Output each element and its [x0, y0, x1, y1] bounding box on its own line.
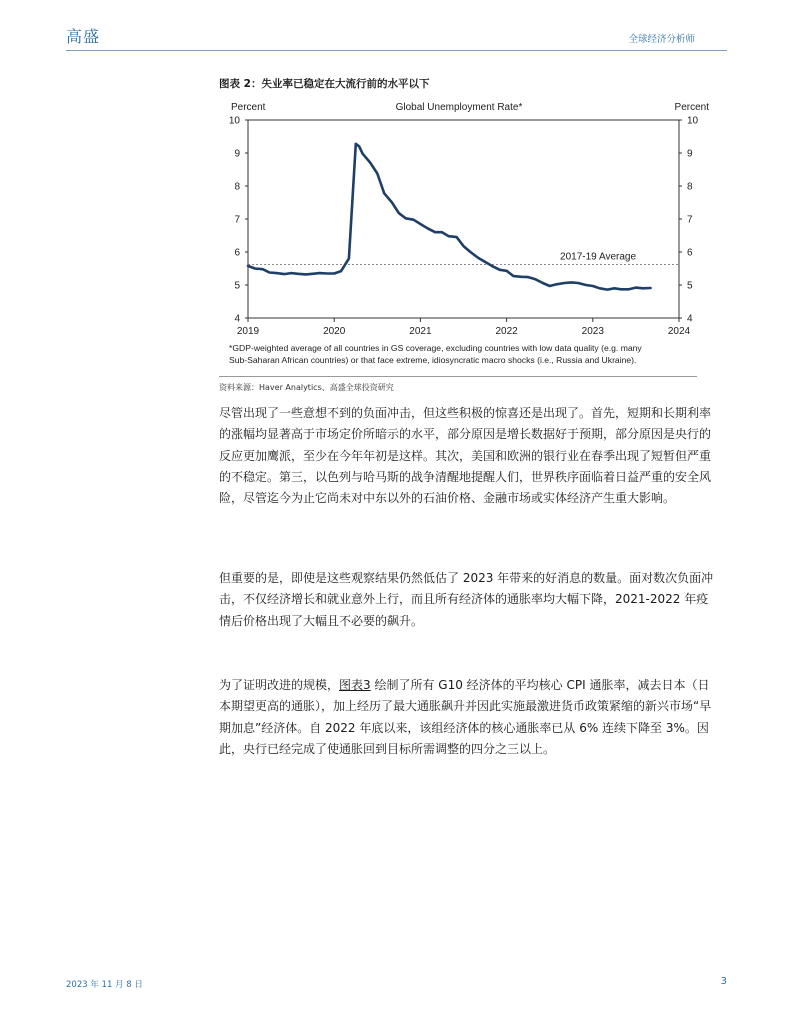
y-unit-right: Percent — [674, 102, 709, 113]
data-point — [577, 282, 579, 284]
data-point — [642, 287, 644, 289]
x-tick-label: 2021 — [409, 326, 432, 337]
brand-logo-text: 高盛 — [66, 27, 101, 46]
data-point — [413, 219, 415, 221]
data-point — [247, 265, 249, 267]
data-point — [276, 272, 278, 274]
data-point — [628, 288, 630, 290]
y-tick-label-left: 5 — [234, 280, 240, 292]
series-line-unemployment-rate — [248, 144, 651, 290]
x-tick-label: 2024 — [667, 326, 691, 337]
data-point — [305, 274, 307, 276]
data-point — [262, 268, 264, 270]
footer-date: 2023 年 11 月 8 日 — [66, 980, 143, 990]
data-point — [441, 231, 443, 233]
y-tick-label-left: 9 — [234, 148, 240, 160]
y-unit-left: Percent — [231, 102, 266, 113]
data-point — [391, 202, 393, 204]
x-tick-label: 2023 — [581, 326, 604, 337]
data-point — [340, 270, 342, 272]
y-tick-label-right: 5 — [687, 280, 693, 292]
data-point — [592, 285, 594, 287]
y-tick-label-left: 8 — [234, 181, 240, 193]
data-point — [434, 231, 436, 233]
body-paragraph-1: 尽管出现了一些意想不到的负面冲击，但这些积极的惊喜还是出现了。首先，短期和长期利率的涨幅均显著高于市场定价所暗示的水平，部分原因是增长数据好于预期，部分原因是央行的反应更加鹰派，至少在今年年初是这样。其次，美国和欧洲的银行业在春季出现了短暂但严重的不稳定。第三，以色列与哈马斯的战争清醒地提醒人们，世界秩序面临着日益严重的安全风险，尽管迄今为止它尚未对中东以外的石油价格、金融市场或实体经济产生重大影响。 — [219, 406, 712, 506]
y-tick-label-right: 4 — [687, 313, 693, 325]
data-point — [570, 282, 572, 284]
x-tick-label: 2019 — [236, 326, 260, 337]
data-point — [607, 289, 609, 291]
data-point — [470, 251, 472, 253]
data-point — [484, 261, 486, 263]
x-tick-label: 2020 — [323, 326, 346, 337]
source-note: 资料来源：Haver Analytics、高盛全球投资研究 — [219, 383, 394, 392]
body-paragraph-3 — [219, 675, 719, 760]
data-point — [556, 283, 558, 285]
para3-text-before: 为了证明改进的规模， — [219, 678, 340, 692]
source-divider — [219, 376, 697, 377]
x-tick-label: 2022 — [495, 326, 518, 337]
data-point — [599, 287, 601, 289]
data-point — [254, 268, 256, 270]
data-point — [520, 276, 522, 278]
data-point — [326, 273, 328, 275]
para3-text-after: 绘制了所有 G10 经济体的平均核心 CPI 通胀率，减去日本（日本期望更高的通胀），加上经历了最大通胀飙升并因此实施最激进货币政策紧缩的新兴市场“早期加息”经济体。自 2022 年底以来，该组经济体的核心通胀率已从 6% 连续下降至 3%。因此，央行已经完成了使通胀回到目标所需调整的四分之三以上。 — [219, 678, 712, 756]
data-point — [620, 288, 622, 290]
y-tick-label-left: 10 — [228, 115, 240, 127]
data-point — [405, 217, 407, 219]
exhibit-3-link[interactable]: 图表3 — [339, 678, 371, 692]
footnote-line-1: *GDP-weighted average of all countries in GS coverage, excluding countries with low data quality (e.g. many — [229, 343, 642, 353]
data-point — [269, 272, 271, 274]
data-point — [650, 287, 652, 289]
y-tick-label-right: 7 — [687, 214, 693, 226]
data-point — [398, 212, 400, 214]
data-point — [549, 285, 551, 287]
y-tick-label-left: 7 — [234, 214, 240, 226]
data-point — [527, 276, 529, 278]
data-point — [448, 235, 450, 237]
exhibit-title: 图表 2：失业率已稳定在大流行前的水平以下 — [219, 78, 430, 90]
data-point — [499, 269, 501, 271]
body-paragraph-2: 但重要的是，即使是这些观察结果仍然低估了 2023 年带来的好消息的数量。面对数次负面冲击，不仅经济增长和就业意外上行，而且所有经济体的通胀率均大幅下降，2021-2022 年疫情后价格出现了大幅且不必要的飙升。 — [219, 571, 714, 628]
data-point — [456, 236, 458, 238]
data-point — [506, 270, 508, 272]
data-point — [383, 192, 385, 194]
reference-line-label: 2017-19 Average — [560, 251, 637, 263]
y-tick-label-left: 4 — [234, 313, 240, 325]
data-point — [613, 287, 615, 289]
data-point — [426, 227, 428, 229]
data-point — [420, 223, 422, 225]
data-point — [312, 273, 314, 275]
data-point — [491, 265, 493, 267]
data-point — [534, 278, 536, 280]
y-tick-label-right: 8 — [687, 181, 693, 193]
y-tick-label-left: 6 — [234, 247, 240, 259]
y-tick-label-right: 10 — [687, 115, 699, 127]
y-tick-label-right: 6 — [687, 247, 693, 259]
unemployment-chart — [219, 96, 709, 374]
data-point — [283, 273, 285, 275]
data-point — [585, 284, 587, 286]
data-point — [370, 162, 372, 164]
section-title: 全球经济分析师 — [628, 34, 695, 45]
data-point — [362, 153, 364, 155]
data-point — [358, 146, 360, 148]
header-divider — [66, 50, 727, 51]
data-point — [355, 143, 357, 145]
data-point — [635, 287, 637, 289]
data-point — [542, 282, 544, 284]
data-point — [333, 273, 335, 275]
page-number: 3 — [720, 976, 727, 987]
data-point — [348, 258, 350, 260]
chart-title: Global Unemployment Rate* — [395, 102, 523, 113]
data-point — [290, 272, 292, 274]
y-tick-label-right: 9 — [687, 148, 693, 160]
data-point — [513, 275, 515, 277]
data-point — [564, 282, 566, 284]
footnote-line-2: Sub-Saharan African countries) or that face extreme, idiosyncratic macro shocks (i.e., Russia and Ukraine). — [229, 355, 637, 365]
data-point — [297, 273, 299, 275]
data-point — [376, 173, 378, 175]
data-point — [463, 245, 465, 247]
data-point — [319, 272, 321, 274]
data-point — [477, 257, 479, 259]
